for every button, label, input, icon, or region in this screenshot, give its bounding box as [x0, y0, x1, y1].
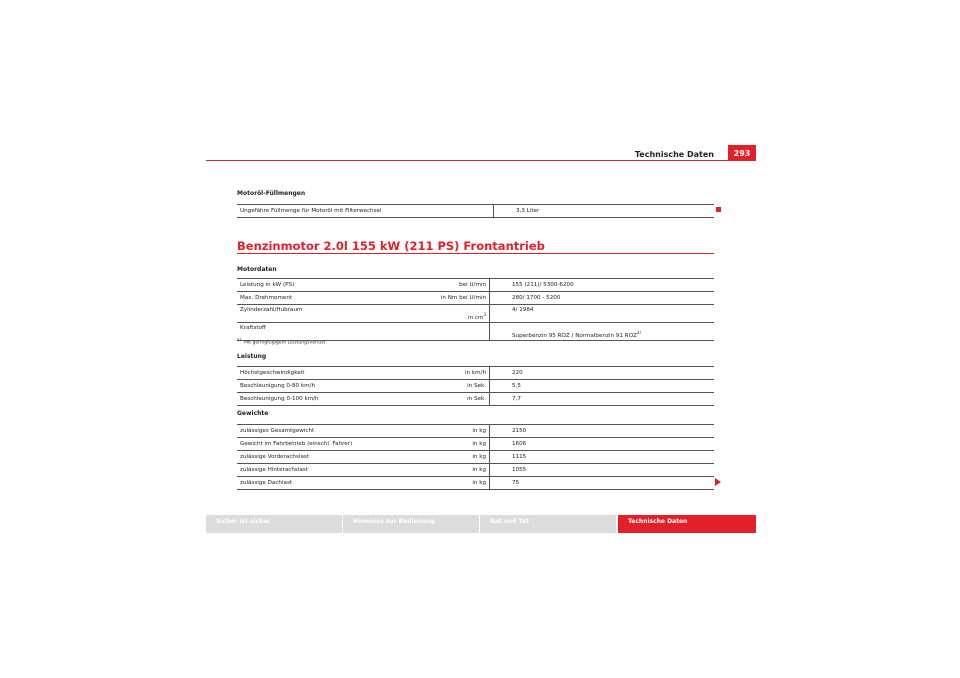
row-label: Leistung in kW (PS) [237, 279, 413, 292]
row-value [490, 323, 715, 341]
row-value: 5,5 [490, 380, 715, 393]
table-row [237, 425, 714, 438]
row-value: 220 [490, 367, 715, 380]
row-label: Gewicht im Fahrbetrieb (einschl. Fahrer) [237, 438, 413, 451]
header-divider [206, 160, 756, 161]
table-row [237, 367, 714, 380]
motor-table [237, 278, 714, 341]
page-title: Benzinmotor 2.0l 155 kW (211 PS) Frontantrieb [237, 239, 545, 253]
table-row [237, 305, 714, 323]
row-unit: in Sek. [413, 380, 490, 393]
row-value-text: Superbenzin 95 ROZ / Normalbenzin 91 ROZ [512, 333, 637, 339]
row-value: 3,3 Liter [494, 205, 715, 218]
row-value: 155 (211)/ 5300-6200 [490, 279, 715, 292]
table-row [237, 438, 714, 451]
row-label: Beschleunigung 0-100 km/h [237, 393, 413, 406]
page-number: 293 [728, 145, 756, 161]
row-unit: in km/h [413, 367, 490, 380]
row-unit: bei U/min [413, 279, 490, 292]
arrow-right-icon [715, 478, 721, 486]
footnote [237, 337, 325, 346]
row-label: Höchstgeschwindigkeit [237, 367, 413, 380]
gewichte-table [237, 424, 714, 490]
oil-table [237, 204, 714, 218]
row-value: 75 [490, 477, 715, 490]
heading-divider [237, 253, 714, 254]
row-label: Max. Drehmoment [237, 292, 413, 305]
row-value: 1115 [490, 451, 715, 464]
footer-tab-hinweise-zur-bedienung[interactable]: Hinweise zur Bedienung [343, 515, 479, 533]
row-unit-text: in cm [468, 315, 484, 321]
gewichte-section-title: Gewichte [237, 410, 269, 417]
footnote-mark: a) [237, 337, 242, 342]
footnote-text: Mit geringfügigem Leistungsverlust [243, 340, 326, 346]
leistung-table [237, 366, 714, 406]
row-unit: in kg [413, 438, 490, 451]
table-row [237, 464, 714, 477]
footer-tab-technische-daten[interactable]: Technische Daten [618, 515, 756, 533]
stop-square-icon [716, 207, 721, 212]
row-value: 2150 [490, 425, 715, 438]
table-row [237, 393, 714, 406]
oil-section-title: Motoröl-Füllmengen [237, 190, 306, 197]
row-value: 4/ 1984 [490, 305, 715, 323]
row-label: zulässige Hinterachslast [237, 464, 413, 477]
footer-tab-sicher-ist-sicher[interactable]: Sicher ist sicher [206, 515, 342, 533]
row-value: 1606 [490, 438, 715, 451]
row-unit: in Sek. [413, 393, 490, 406]
row-unit: in kg [413, 477, 490, 490]
row-label: Zylinderzahl/Hubraum [237, 305, 413, 323]
footnote-reference: a) [636, 330, 641, 336]
row-unit [413, 323, 490, 341]
row-value: 7,7 [490, 393, 715, 406]
row-label: zulässiges Gesamtgewicht [237, 425, 413, 438]
footer-tab-rat-und-tat[interactable]: Rat und Tat [480, 515, 616, 533]
table-row [237, 292, 714, 305]
row-unit: in Nm bei U/min [413, 292, 490, 305]
page-header-title: Technische Daten [634, 150, 714, 159]
row-label: zulässige Vorderachslast [237, 451, 413, 464]
row-unit: in kg [413, 451, 490, 464]
row-label: Kraftstoff [237, 323, 413, 341]
table-row [237, 451, 714, 464]
row-label: zulässige Dachlast [237, 477, 413, 490]
row-label: Beschleunigung 0-80 km/h [237, 380, 413, 393]
row-unit [413, 305, 490, 323]
table-row [237, 477, 714, 490]
motor-section-title: Motordaten [237, 266, 277, 273]
table-row [237, 380, 714, 393]
row-unit-superscript: 3 [483, 312, 486, 318]
row-value: 280/ 1700 - 5200 [490, 292, 715, 305]
leistung-section-title: Leistung [237, 353, 267, 360]
table-row [237, 205, 714, 218]
table-row [237, 279, 714, 292]
row-value: 1055 [490, 464, 715, 477]
row-label: Ungefähre Füllmenge für Motoröl mit Filterwechsel [237, 205, 494, 218]
row-unit: in kg [413, 425, 490, 438]
row-unit: in kg [413, 464, 490, 477]
